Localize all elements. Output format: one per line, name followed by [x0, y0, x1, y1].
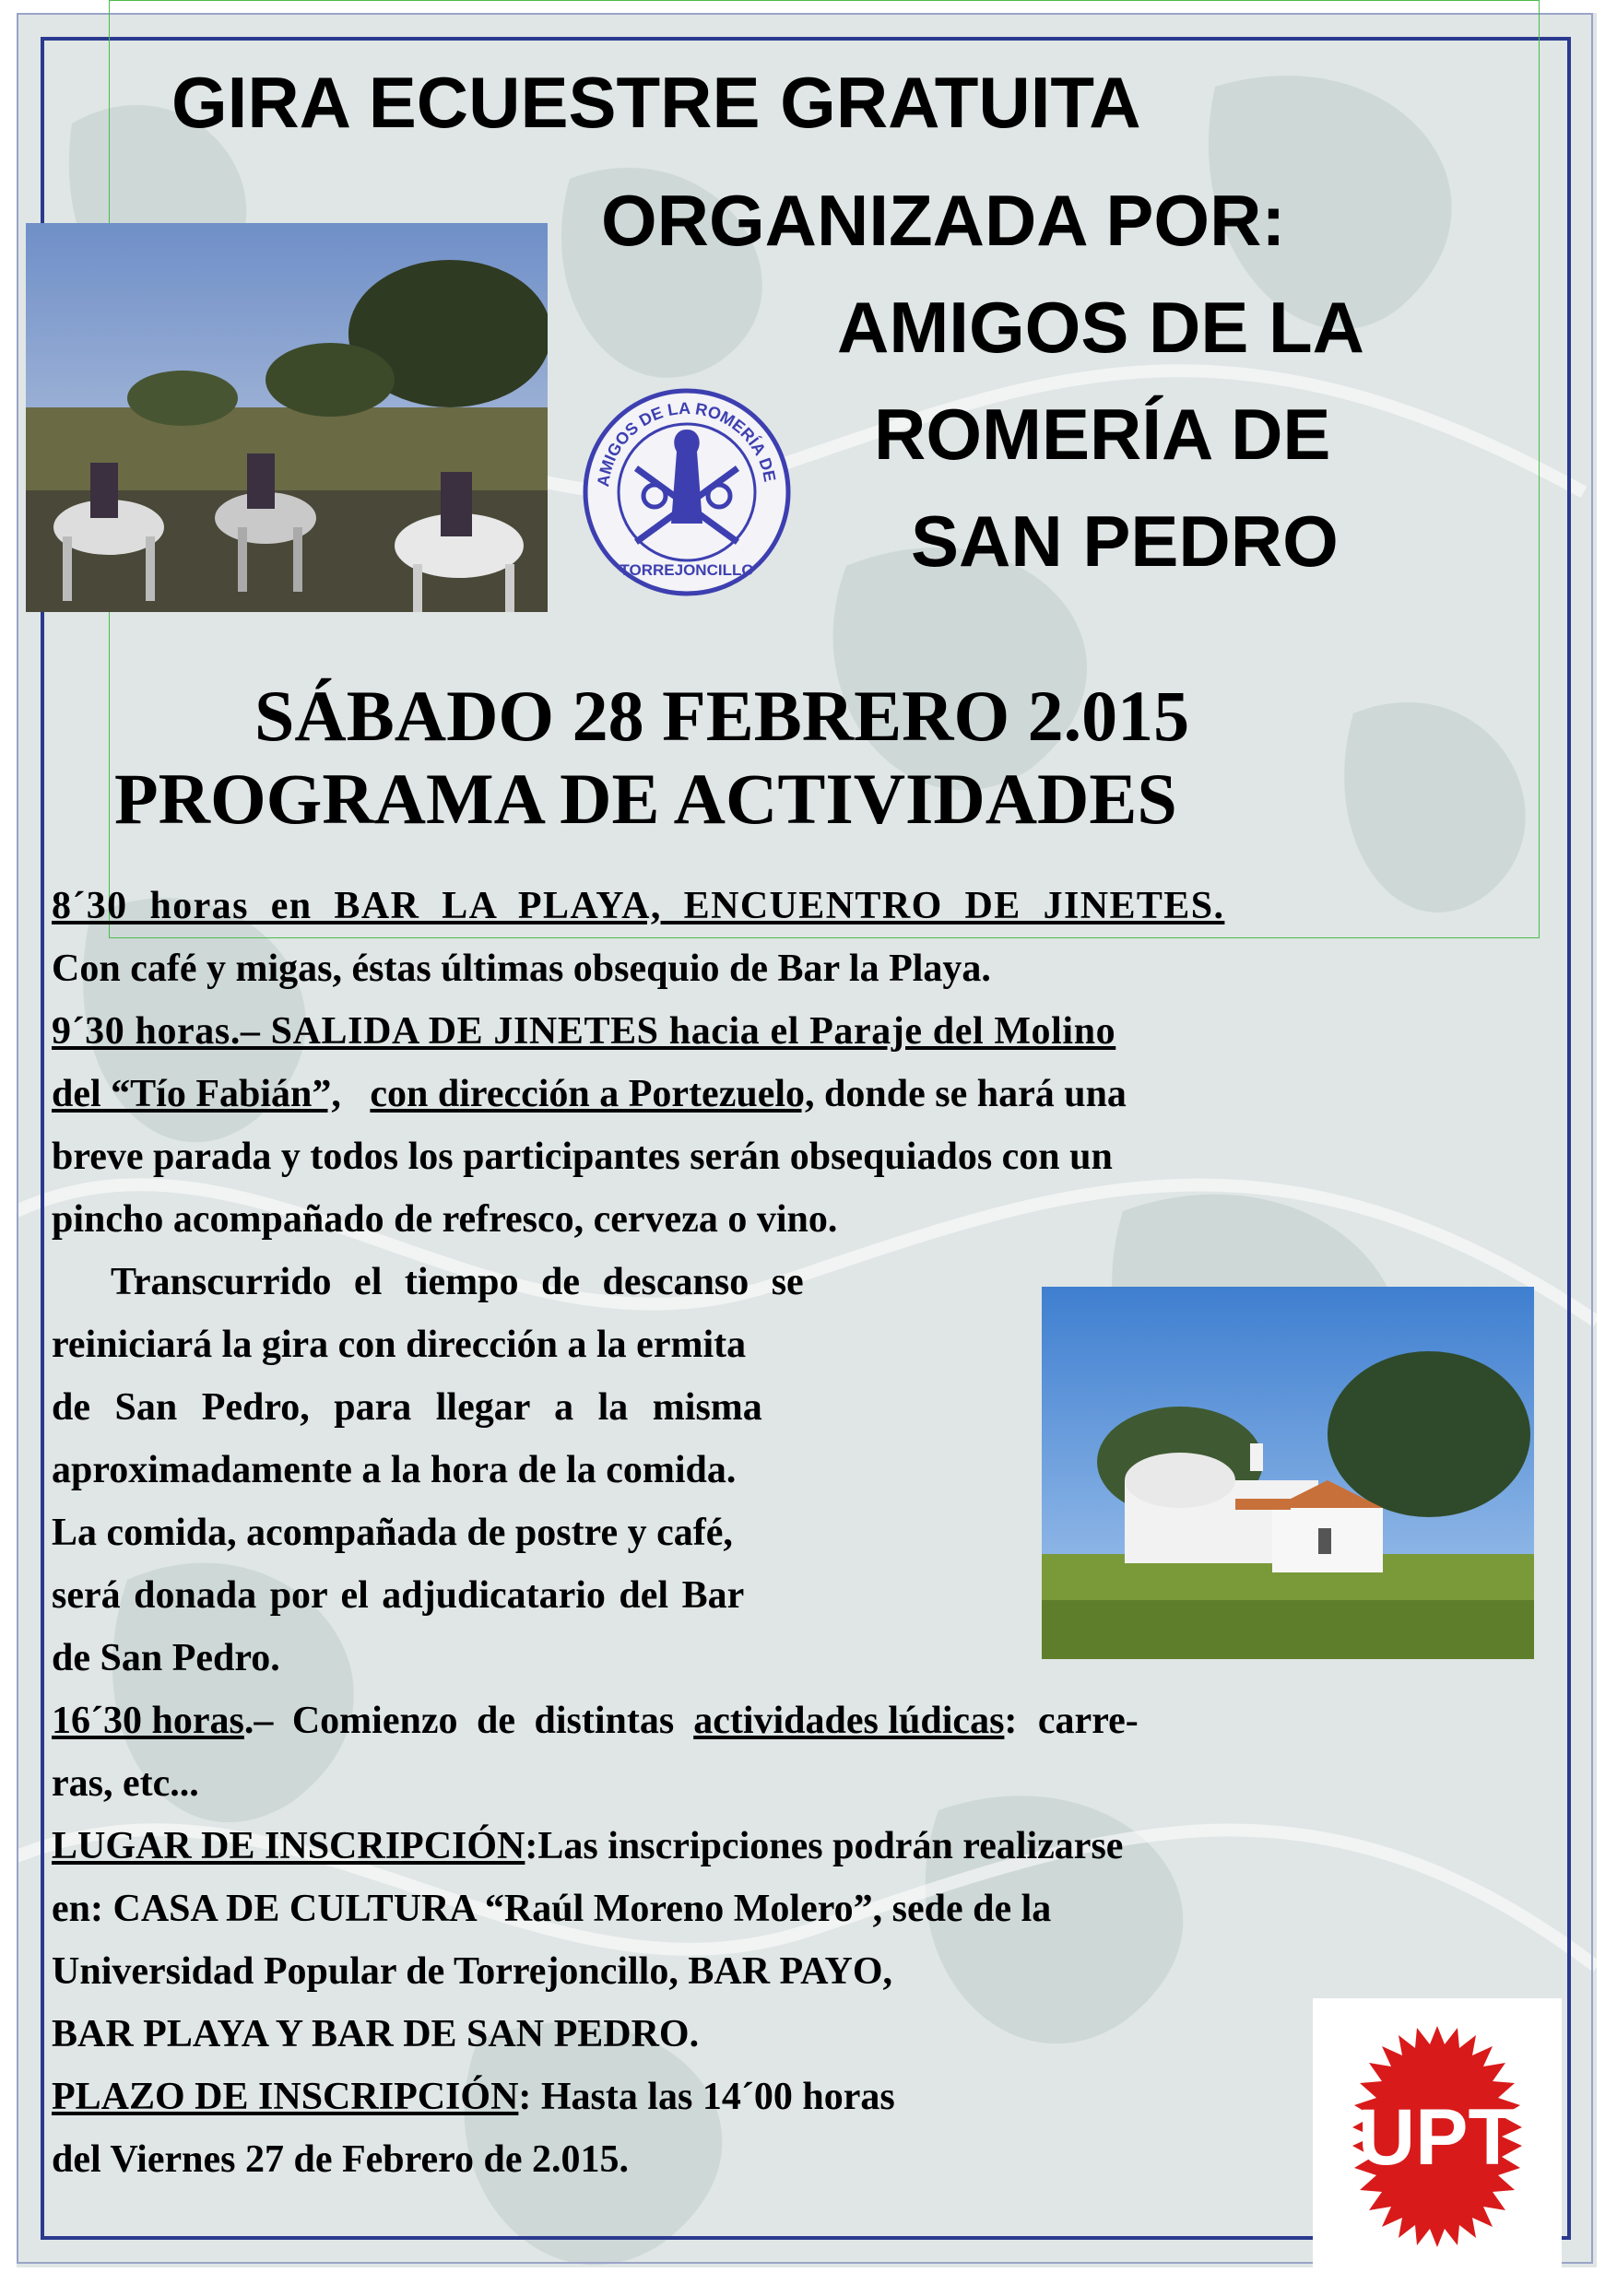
lugar-inscripcion-label: LUGAR DE INSCRIPCIÓN [52, 1825, 525, 1867]
title-line-4: ROMERÍA DE [874, 394, 1331, 475]
event-date: SÁBADO 28 FEBRERO 2.015 [254, 676, 1190, 756]
inscripcion-line-4: BAR PLAYA Y BAR DE SAN PEDRO. [52, 2013, 700, 2055]
plazo-line-1 [52, 2078, 895, 2116]
activity-2-line-4: pincho acompañado de refresco, cerveza o vino. [52, 1198, 838, 1241]
inscripcion-line-3: Universidad Popular de Torrejoncillo, BAR PAYO, [52, 1950, 893, 1993]
ermita-san-pedro-photo [1042, 1287, 1534, 1659]
title-line-5: SAN PEDRO [911, 500, 1339, 582]
activity-3-line-1 [52, 1701, 1139, 1740]
paragraph-line-7: de San Pedro. [52, 1637, 280, 1679]
upt-logo [1313, 1998, 1562, 2291]
paragraph-line-3: de San Pedro, para llegar a la misma [52, 1386, 762, 1429]
title-line-3: AMIGOS DE LA [837, 287, 1365, 368]
program-heading: PROGRAMA DE ACTIVIDADES [114, 759, 1177, 839]
paragraph-line-6: será donada por el adjudicatario del Bar [52, 1574, 745, 1617]
activity-2-line-1: 9´30 horas.– SALIDA DE JINETES hacia el Paraje del Molino [52, 1010, 1116, 1053]
paragraph-line-2: reiniciará la gira con dirección a la ermita [52, 1324, 747, 1366]
plazo-text: : Hasta las 14´00 horas [518, 2076, 895, 2118]
paragraph-line-5: La comida, acompañada de postre y café, [52, 1512, 733, 1554]
activity-1-line-1: 8´30 horas en BAR LA PLAYA, ENCUENTRO DE JINETES. [52, 885, 1225, 927]
inscripcion-line-2: en: CASA DE CULTURA “Raúl Moreno Molero”, sede de la [52, 1888, 1052, 1930]
actividades-ludicas-text: actividades lúdicas [693, 1700, 1005, 1742]
inscripcion-text: :Las inscripciones podrán realizarse [525, 1825, 1124, 1867]
riders-photo [26, 223, 548, 612]
activity-3-time: 16´30 horas [52, 1700, 244, 1742]
paragraph-line-4: aproximadamente a la hora de la comida. [52, 1449, 737, 1491]
tio-fabian-text: del “Tío Fabián”, [52, 1073, 341, 1115]
plazo-inscripcion-label: PLAZO DE INSCRIPCIÓN [52, 2076, 519, 2118]
title-line-1: GIRA ECUESTRE GRATUITA [171, 62, 1141, 143]
activity-2-line-2 [52, 1075, 1127, 1113]
activity-2-line-3: breve parada y todos los participantes serán obsequiados con un [52, 1136, 1113, 1178]
inscripcion-line-1 [52, 1827, 1123, 1866]
plazo-line-2: del Viernes 27 de Febrero de 2.015. [52, 2138, 630, 2181]
parada-text: donde se hará una [824, 1073, 1127, 1115]
activity-3-mid: .– Comienzo de distintas [243, 1700, 675, 1742]
stamp-ring-text: AMIGOS DE LA ROMERÍA DE [594, 398, 780, 489]
title-line-2: ORGANIZADA POR: [601, 180, 1286, 261]
activity-1-line-2: Con café y migas, éstas últimas obsequio de Bar la Playa. [52, 948, 991, 990]
stamp-town-text: TORREJONCILLO [620, 561, 754, 579]
paragraph-line-1: Transcurrido el tiempo de descanso se [111, 1261, 804, 1303]
activity-3-end: : carre- [1004, 1700, 1139, 1742]
upt-logo-text: UPT [1358, 2093, 1517, 2182]
activity-3-line-2: ras, etc... [52, 1762, 199, 1805]
portezuelo-text: con dirección a Portezuelo, [370, 1073, 815, 1115]
amigos-romeria-stamp [581, 385, 793, 599]
